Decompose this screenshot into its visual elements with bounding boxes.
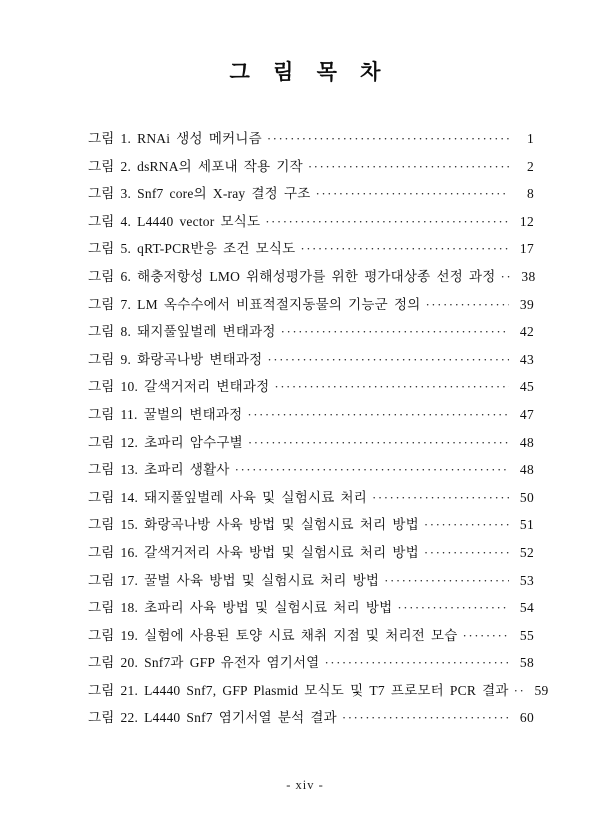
toc-entry-label: 그림 9. 화랑곡나방 변태과정 [88, 351, 263, 367]
toc-entry-page: 17 [519, 241, 534, 257]
toc-entry-label: 그림 20. Snf7과 GFP 유전자 염기서열 [88, 655, 320, 671]
toc-entry-label: 그림 12. 초파리 암수구별 [88, 434, 243, 450]
toc-entry-page: 54 [519, 600, 534, 616]
toc-entry [88, 567, 534, 595]
toc-entry-page: 8 [526, 186, 534, 202]
toc-entry-label: 그림 18. 초파리 사육 방법 및 실험시료 처리 방법 [88, 600, 393, 616]
dot-leader [267, 346, 509, 374]
dot-leader [235, 456, 509, 484]
figure-list [88, 125, 549, 732]
dot-leader [424, 539, 509, 567]
toc-entry-label: 그림 16. 갈색거저리 사육 방법 및 실험시료 처리 방법 [88, 544, 419, 560]
toc-entry-page: 45 [519, 379, 534, 395]
toc-entry-page: 2 [526, 158, 534, 174]
toc-entry-label: 그림 17. 꿀벌 사육 방법 및 실험시료 처리 방법 [88, 572, 380, 588]
toc-entry [88, 401, 534, 429]
toc-entry [88, 456, 534, 484]
toc-entry-page: 55 [519, 627, 534, 643]
toc-entry-page: 48 [519, 462, 534, 478]
toc-entry [88, 346, 534, 374]
dot-leader [265, 208, 509, 236]
toc-entry-page: 12 [519, 213, 534, 229]
toc-entry-label: 그림 13. 초파리 생활사 [88, 462, 230, 478]
dot-leader [384, 567, 509, 595]
toc-entry-page: 39 [519, 296, 534, 312]
dot-leader [372, 484, 509, 512]
toc-entry-page: 38 [521, 268, 536, 284]
toc-entry-page: 52 [519, 544, 534, 560]
toc-entry-label: 그림 11. 꿀벌의 변태과정 [88, 406, 243, 422]
toc-entry-page: 53 [519, 572, 534, 588]
toc-entry [88, 622, 534, 650]
toc-entry [88, 373, 534, 401]
toc-entry-label: 그림 6. 해충저항성 LMO 위해성평가를 위한 평가대상종 선정 과정 [88, 268, 496, 284]
toc-entry-page: 51 [519, 517, 534, 533]
toc-entry-page: 1 [526, 131, 534, 146]
toc-entry [88, 649, 534, 677]
dot-leader [274, 373, 509, 401]
toc-entry-page: 48 [519, 434, 534, 450]
toc-entry [88, 539, 534, 567]
toc-entry-page: 43 [519, 351, 534, 367]
toc-entry-label: 그림 3. Snf7 core의 X-ray 결정 구조 [88, 186, 311, 202]
toc-entry-label: 그림 5. qRT-PCR반응 조건 모식도 [88, 241, 296, 257]
toc-entry [88, 318, 534, 346]
toc-entry [88, 208, 534, 236]
toc-entry [88, 594, 534, 622]
dot-leader [300, 235, 509, 263]
toc-entry-label: 그림 14. 돼지풀잎벌레 사육 및 실험시료 처리 [88, 489, 368, 505]
dot-leader [342, 704, 509, 732]
toc-entry-label: 그림 7. LM 옥수수에서 비표적절지동물의 기능군 정의 [88, 296, 421, 312]
toc-entry-page: 58 [519, 655, 534, 671]
dot-leader [514, 677, 524, 705]
toc-entry [88, 153, 534, 181]
toc-entry-label: 그림 21. L4440 Snf7, GFP Plasmid 모식도 및 T7 프로모터 PCR 결과 [88, 682, 509, 698]
dot-leader [267, 125, 509, 153]
dot-leader [315, 180, 509, 208]
dot-leader [247, 401, 509, 429]
toc-entry [88, 263, 534, 291]
toc-entry [88, 125, 534, 153]
toc-entry [88, 180, 534, 208]
toc-entry-label: 그림 15. 화랑곡나방 사육 방법 및 실험시료 처리 방법 [88, 517, 419, 533]
toc-entry-label: 그림 4. L4440 vector 모식도 [88, 213, 261, 229]
toc-entry-page: 60 [519, 710, 534, 726]
toc-entry-page: 50 [519, 489, 534, 505]
toc-entry [88, 235, 534, 263]
toc-entry [88, 677, 549, 705]
toc-entry-page: 47 [519, 406, 534, 422]
page-number-footer: - xiv - [286, 778, 324, 792]
dot-leader [463, 622, 509, 650]
toc-entry-page: 59 [534, 682, 549, 698]
dot-leader [281, 318, 509, 346]
toc-entry [88, 291, 534, 319]
dot-leader [424, 511, 509, 539]
dot-leader [397, 594, 509, 622]
toc-entry [88, 511, 534, 539]
dot-leader [425, 291, 509, 319]
toc-entry-label: 그림 10. 갈색거저리 변태과정 [88, 379, 270, 395]
dot-leader [248, 429, 509, 457]
toc-entry-label: 그림 8. 돼지풀잎벌레 변태과정 [88, 324, 276, 340]
dot-leader [501, 263, 511, 291]
toc-entry-label: 그림 1. RNAi 생성 메커니즘 [88, 131, 262, 146]
toc-entry [88, 429, 534, 457]
toc-entry [88, 484, 534, 512]
dot-leader [308, 153, 509, 181]
page-title: 그 림 목 차 [229, 60, 390, 84]
toc-entry-label: 그림 22. L4440 Snf7 염기서열 분석 결과 [88, 710, 337, 726]
toc-entry-page: 42 [519, 324, 534, 340]
toc-entry [88, 704, 534, 732]
dot-leader [324, 649, 509, 677]
toc-entry-label: 그림 2. dsRNA의 세포내 작용 기작 [88, 158, 303, 174]
toc-entry-label: 그림 19. 실험에 사용된 토양 시료 채취 지점 및 처리전 모습 [88, 627, 458, 643]
